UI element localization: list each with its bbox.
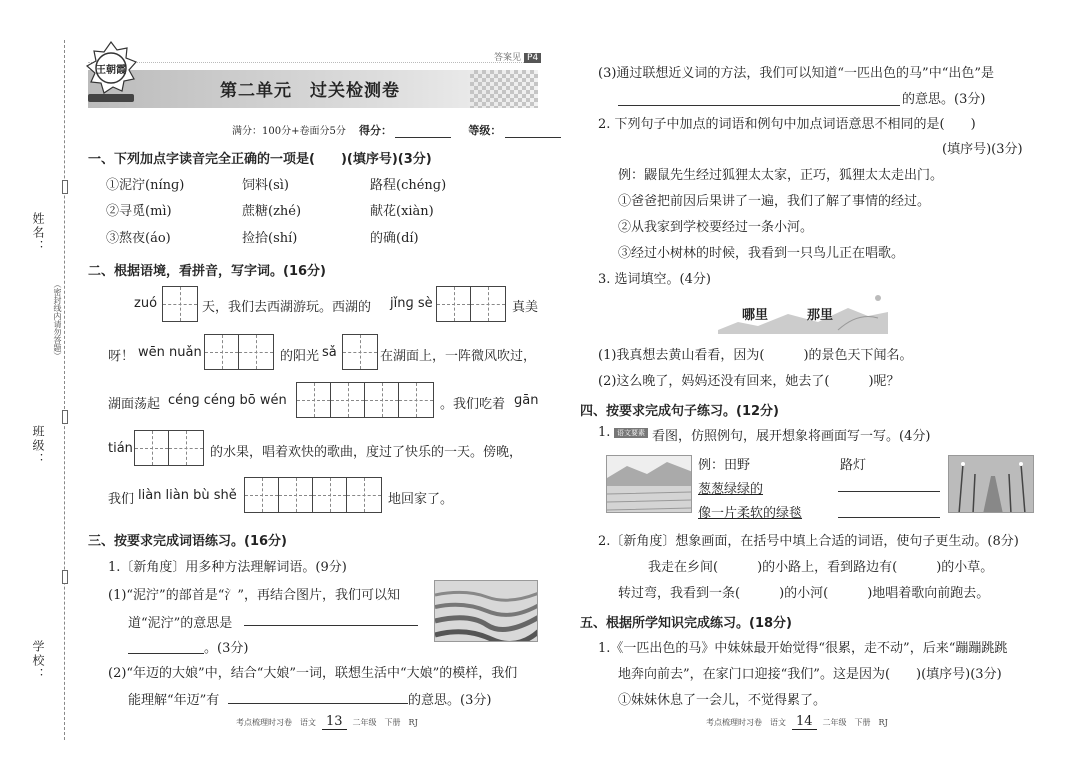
tian-grid-zuo[interactable] <box>162 286 198 322</box>
s1-option-1c: 路程(chénɡ) <box>370 178 447 193</box>
r-q2-option-1: ①爸爸把前因后果讲了一遍，我们了解了事情的经过。 <box>618 194 931 209</box>
right-footer-grade: 二年级 下册 RJ <box>822 718 888 727</box>
section-5-heading: 五、根据所学知识完成练习。(18分) <box>580 616 792 631</box>
s4-example-word: 路灯 <box>840 458 867 473</box>
s2-text-r1b: 天，我们去西湖游玩。西湖的 <box>202 300 372 315</box>
pinyin-cengcengbowen: cénɡ cénɡ bō wén <box>168 393 287 408</box>
s4-q2-line1: 我走在乡间( )的小路上，看到路边有( )的小草。 <box>648 560 994 575</box>
section-2-heading: 二、根据语境，看拼音，写字词。(16分) <box>88 264 326 279</box>
pinyin-jingse: jǐnɡ sè <box>390 296 433 311</box>
pinyin-gan: ɡān <box>514 393 539 408</box>
s1-option-2a: ②寻觅(mì) <box>106 204 172 219</box>
seal-line-note: （密封线内请勿答题） <box>53 280 62 360</box>
binding-mark <box>62 410 68 424</box>
s2-text-r3c: 。我们吃着 <box>440 397 506 412</box>
muddy-field-image <box>434 580 538 642</box>
pinyin-tian: tián <box>108 441 133 456</box>
class-label: 班级： <box>31 425 45 467</box>
street-lamp-image <box>948 455 1034 513</box>
tian-grid-cengcengbowen[interactable] <box>296 382 434 418</box>
left-footer <box>236 714 418 730</box>
s3-q1-1-blank-b[interactable] <box>128 640 204 654</box>
r-q1-3a: (3)通过联想近义词的方法，我们可以知道“一匹出色的马”中“出色”是 <box>598 66 994 81</box>
answer-reference <box>494 50 541 63</box>
right-page-number: 14 <box>792 714 817 730</box>
r-q2-option-3: ③经过小树林的时候，我看到一只鸟儿正在唱歌。 <box>618 246 905 261</box>
s3-q1-2b: 能理解“年迈”有 <box>128 693 220 708</box>
s4-blank-1[interactable] <box>838 478 940 492</box>
r-q3: 3. 选词填空。(4分) <box>598 272 711 287</box>
s2-text-r5a: 我们 <box>108 492 135 507</box>
tian-grid-wennuan[interactable] <box>204 334 274 370</box>
section-3-heading: 三、按要求完成词语练习。(16分) <box>88 534 287 549</box>
s3-q1-1-blank-a[interactable] <box>244 612 418 626</box>
r-q2b: (填序号)(3分) <box>942 142 1023 157</box>
right-footer <box>706 714 888 730</box>
left-page-number: 13 <box>322 714 347 730</box>
s4-q1: 看图，仿照例句，展开想象将画面写一写。(4分) <box>652 429 931 444</box>
s2-text-r2c: 的阳光 <box>280 349 320 364</box>
grade-label: 等级： <box>468 124 502 137</box>
s2-text-r3a: 湖面荡起 <box>108 397 161 412</box>
s3-q1-1b: 道“泥泞”的意思是 <box>128 616 233 631</box>
left-footer-book: 考点梳理时习卷 语文 <box>236 718 316 727</box>
s3-q1-2a: (2)“年迈的大娘”中，结合“大娘”一词，联想生活中“大娘”的模样，我们 <box>108 666 518 681</box>
s4-example-label: 例：田野 <box>698 458 751 473</box>
pinyin-wennuan: wēn nuǎn <box>138 345 202 360</box>
s5-q1a: 1.《一匹出色的马》中妹妹最开始觉得“很累，走不动”，后来“蹦蹦跳跳 <box>598 641 1008 656</box>
s4-q1-badge: 语文要素 <box>614 428 648 438</box>
score-row <box>232 122 561 138</box>
s4-blank-2[interactable] <box>838 504 940 518</box>
tian-grid-gantian[interactable] <box>134 430 204 466</box>
pinyin-sa: sǎ <box>322 345 337 360</box>
section-4-heading: 四、按要求完成句子练习。(12分) <box>580 404 779 419</box>
s1-option-3b: 捡拾(shí) <box>242 231 298 246</box>
s3-q1-2c: 的意思。(3分) <box>408 693 492 708</box>
s5-q1b: 地奔向前去”，在家门口迎接“我们”。这是因为( )(填序号)(3分) <box>618 667 1002 682</box>
right-footer-book: 考点梳理时习卷 语文 <box>706 718 786 727</box>
binding-mark <box>62 570 68 584</box>
r-q1-3b: 的意思。(3分) <box>902 92 986 107</box>
pinyin-zuo: zuó <box>134 296 158 311</box>
logo <box>82 40 140 110</box>
s3-q1-1c: 。(3分) <box>204 641 249 656</box>
s4-q2-line2: 转过弯，我看到一条( )的小河( )地唱着歌向前跑去。 <box>618 586 990 601</box>
s1-option-3a: ③熬夜(áo) <box>106 231 171 246</box>
s4-q1-num: 1. <box>598 425 611 440</box>
s2-text-r1d: 真美 <box>512 300 539 315</box>
logo-text: 王朝霞 <box>96 65 126 76</box>
r-q3-1: (1)我真想去黄山看看，因为( )的景色天下闻名。 <box>598 348 913 363</box>
s1-option-1b: 饲料(sì) <box>242 178 289 193</box>
pinyin-lianlianbushe: liàn liàn bù shě <box>138 488 237 503</box>
r-q3-2: (2)这么晚了，妈妈还没有回来，她去了( )呢？ <box>598 374 900 389</box>
s1-option-2c: 献花(xiàn) <box>370 204 434 219</box>
binding-line <box>64 40 65 740</box>
tian-grid-lianlianbushe[interactable] <box>244 477 382 513</box>
page-title: 第二单元 过关检测卷 <box>220 81 400 101</box>
r-q3-words: 哪里 那里 <box>742 308 834 323</box>
s3-q1-2-blank[interactable] <box>228 690 408 704</box>
s1-option-1a: ①泥泞(nínɡ) <box>106 178 185 193</box>
s1-option-2b: 蔗糖(zhé) <box>242 204 302 219</box>
section-1-heading: 一、下列加点字读音完全正确的一项是( )(填序号)(3分) <box>88 152 432 167</box>
r-q2-example: 例：鼹鼠先生经过狐狸太太家，正巧，狐狸太太走出门。 <box>618 168 944 183</box>
top-rule <box>88 62 538 63</box>
s1-option-3c: 的确(dí) <box>370 231 419 246</box>
score-info: 满分：100分+卷面分5分 <box>232 126 346 137</box>
grade-blank[interactable] <box>505 127 561 138</box>
name-label: 姓名： <box>31 212 45 254</box>
s2-text-r4b: 的水果，唱着欢快的歌曲，度过了快乐的一天。傍晚， <box>210 445 523 460</box>
answer-ref-text: 答案见 <box>494 53 522 63</box>
s5-q1-option-1: ①妹妹休息了一会儿，不觉得累了。 <box>618 693 827 708</box>
r-q2a: 2. 下列句子中加点的词语和例句中加点词语意思不相同的是( ) <box>598 117 976 132</box>
s3-q1-1a: (1)“泥泞”的部首是“氵”，再结合图片，我们可以知 <box>108 588 400 603</box>
r-q2-option-2: ②从我家到学校要经过一条小河。 <box>618 220 814 235</box>
binding-mark <box>62 180 68 194</box>
s2-text-r2a: 呀！ <box>108 349 135 364</box>
s4-example-2: 像一片柔软的绿毯 <box>698 506 803 521</box>
field-image <box>606 455 692 513</box>
s4-example-1: 葱葱绿绿的 <box>698 482 764 497</box>
school-label: 学校： <box>31 640 45 682</box>
score-label: 得分： <box>359 124 393 137</box>
s2-text-r2e: 在湖面上，一阵微风吹过， <box>380 349 537 364</box>
banner-pattern <box>470 70 538 108</box>
tian-grid-jingse[interactable] <box>436 286 506 322</box>
s3-q1: 1.〔新角度〕用多种方法理解词语。(9分) <box>108 560 347 575</box>
left-footer-grade: 二年级 下册 RJ <box>352 718 418 727</box>
score-blank[interactable] <box>395 127 451 138</box>
r-q1-3-blank[interactable] <box>618 92 900 106</box>
s2-text-r5c: 地回家了。 <box>388 492 454 507</box>
s4-q2: 2.〔新角度〕想象画面，在括号中填上合适的词语，使句子更生动。(8分) <box>598 534 1019 549</box>
tian-grid-sa[interactable] <box>342 334 378 370</box>
answer-page-badge: P4 <box>524 53 541 63</box>
